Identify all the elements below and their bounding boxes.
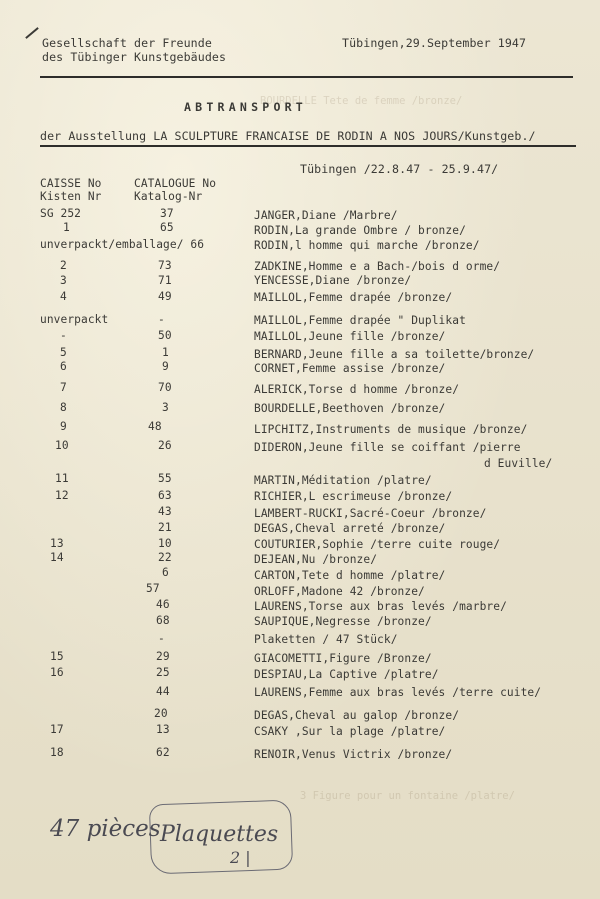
row-work: DESPIAU,La Captive /platre/ (254, 668, 439, 681)
row-caisse: 15 (50, 650, 64, 663)
row-caisse: 2 (60, 259, 67, 272)
row-catalogue: 62 (156, 746, 170, 759)
handwritten-plaquettes: Plaquettes (160, 822, 279, 847)
row-caisse: unverpackt/emballage/ 66 (40, 238, 205, 251)
row-work: Plaketten / 47 Stück/ (254, 633, 398, 646)
bleed-through: 3 Figure pour un fontaine /platre/ (300, 790, 515, 802)
row-catalogue: 6 (162, 566, 169, 579)
row-catalogue: 22 (158, 551, 172, 564)
row-catalogue: - (158, 632, 165, 645)
row-catalogue: 50 (158, 329, 172, 342)
handwritten-marks: 2 | (230, 848, 251, 867)
row-work: RENOIR,Venus Victrix /bronze/ (254, 748, 453, 761)
row-work: LAURENS,Torse aux bras levés /marbre/ (254, 600, 507, 613)
col-caisse-subheading: Kisten Nr (40, 190, 102, 203)
row-work: MARTIN,Méditation /platre/ (254, 474, 432, 487)
row-work: ALERICK,Torse d homme /bronze/ (254, 383, 460, 396)
row-caisse: SG 252 (40, 207, 82, 220)
row-catalogue: 9 (162, 360, 169, 373)
row-catalogue: 21 (158, 521, 172, 534)
row-work: RODIN,l homme qui marche /bronze/ (254, 239, 480, 252)
row-caisse: 10 (55, 439, 69, 452)
row-caisse: 5 (60, 346, 67, 359)
row-catalogue: 70 (158, 381, 172, 394)
row-catalogue: 48 (148, 420, 162, 433)
row-caisse: - (60, 329, 67, 342)
row-caisse: 3 (60, 274, 67, 287)
row-work: CSAKY ,Sur la plage /platre/ (254, 725, 446, 738)
col-catalogue-heading: CATALOGUE No (134, 177, 217, 190)
exhibition-underline (40, 145, 576, 147)
row-caisse: 14 (50, 551, 64, 564)
row-caisse: 6 (60, 360, 67, 373)
row-work: ZADKINE,Homme e a Bach-/bois d orme/ (254, 260, 501, 273)
row-caisse: 12 (55, 489, 69, 502)
col-catalogue-subheading: Katalog-Nr (134, 190, 203, 203)
slash-mark (25, 27, 39, 39)
row-work: LAURENS,Femme aux bras levés /terre cuite/ (254, 686, 542, 699)
header-rule (40, 76, 573, 78)
row-catalogue: 49 (158, 290, 172, 303)
row-catalogue: 55 (158, 472, 172, 485)
row-catalogue: 10 (158, 537, 172, 550)
row-caisse: 17 (50, 723, 64, 736)
row-catalogue: 46 (156, 598, 170, 611)
document-title: ABTRANSPORT (184, 100, 307, 114)
row-work: RICHIER,L escrimeuse /bronze/ (254, 490, 453, 503)
row-work: DIDERON,Jeune fille se coiffant /pierre (254, 441, 521, 454)
row-caisse: 11 (55, 472, 69, 485)
row-caisse: 13 (50, 537, 64, 550)
row-work: LIPCHITZ,Instruments de musique /bronze/ (254, 423, 528, 436)
row-catalogue: 3 (162, 401, 169, 414)
exhibition-dates: Tübingen /22.8.47 - 25.9.47/ (300, 162, 499, 176)
row-catalogue: 1 (162, 346, 169, 359)
row-caisse: 9 (60, 420, 67, 433)
row-caisse: 8 (60, 401, 67, 414)
row-work: LAMBERT-RUCKI,Sacré-Coeur /bronze/ (254, 507, 487, 520)
row-catalogue: 63 (158, 489, 172, 502)
row-work: CORNET,Femme assise /bronze/ (254, 362, 446, 375)
row-work: DEJEAN,Nu /bronze/ (254, 553, 378, 566)
row-work: BERNARD,Jeune fille a sa toilette/bronze/ (254, 348, 535, 361)
row-caisse: unverpackt (40, 313, 109, 326)
row-work: MAILLOL,Femme drapée " Duplikat (254, 314, 466, 327)
row-catalogue: 13 (156, 723, 170, 736)
row-catalogue: 29 (156, 650, 170, 663)
row-catalogue: 20 (154, 707, 168, 720)
row-work: YENCESSE,Diane /bronze/ (254, 274, 412, 287)
row-catalogue: 37 (160, 207, 174, 220)
exhibition-line: der Ausstellung LA SCULPTURE FRANCAISE DE RODIN A NOS JOURS/Kunstgeb./ (40, 129, 536, 143)
row-work: DEGAS,Cheval au galop /bronze/ (254, 709, 460, 722)
row-work: MAILLOL,Jeune fille /bronze/ (254, 330, 446, 343)
row-caisse: 18 (50, 746, 64, 759)
org-line-2: des Tübinger Kunstgebäudes (42, 50, 227, 64)
place-date: Tübingen,29.September 1947 (342, 36, 527, 50)
row-caisse: 7 (60, 381, 67, 394)
row-caisse: 16 (50, 666, 64, 679)
row-work: COUTURIER,Sophie /terre cuite rouge/ (254, 538, 501, 551)
row-work: BOURDELLE,Beethoven /bronze/ (254, 402, 446, 415)
row-work: CARTON,Tete d homme /platre/ (254, 569, 446, 582)
row-catalogue: 65 (160, 221, 174, 234)
row-catalogue: 44 (156, 685, 170, 698)
row-catalogue: 68 (156, 614, 170, 627)
row-caisse: 57 (146, 582, 160, 595)
row-work: SAUPIQUE,Negresse /bronze/ (254, 615, 432, 628)
row-catalogue: 26 (158, 439, 172, 452)
row-catalogue: - (158, 313, 165, 326)
row-work: d Euville/ (484, 457, 553, 470)
bleed-through: BOURDELLE Tete de femme /bronze/ (260, 95, 463, 107)
org-line-1: Gesellschaft der Freunde (42, 36, 212, 50)
row-caisse: 1 (63, 221, 70, 234)
row-catalogue: 43 (158, 505, 172, 518)
row-catalogue: 25 (156, 666, 170, 679)
row-work: ORLOFF,Madone 42 /bronze/ (254, 585, 425, 598)
handwritten-count: 47 pièces (50, 816, 161, 842)
row-catalogue: 73 (158, 259, 172, 272)
row-work: DEGAS,Cheval arreté /bronze/ (254, 522, 446, 535)
row-catalogue: 71 (158, 274, 172, 287)
row-work: RODIN,La grande Ombre / bronze/ (254, 224, 466, 237)
col-caisse-heading: CAISSE No (40, 177, 102, 190)
row-work: JANGER,Diane /Marbre/ (254, 209, 398, 222)
row-work: MAILLOL,Femme drapée /bronze/ (254, 291, 453, 304)
row-caisse: 4 (60, 290, 67, 303)
row-work: GIACOMETTI,Figure /Bronze/ (254, 652, 432, 665)
